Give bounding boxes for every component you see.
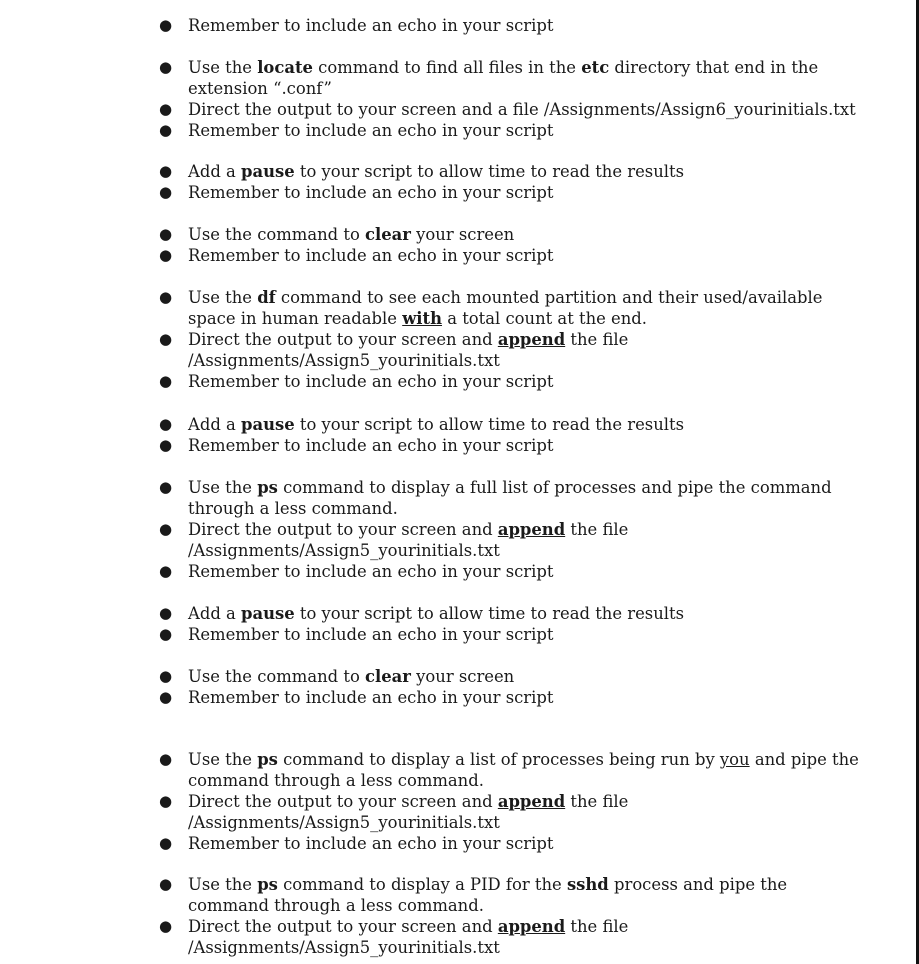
text-run: your screen [410,225,515,244]
text-run: Remember to include an echo in your script [188,246,554,265]
text-line [188,78,828,99]
bullet-icon: ● [159,604,173,622]
text-run: the file [565,330,629,349]
text-run: Use the [188,750,258,769]
text-line [188,833,828,854]
text-run: to your script to allow time to read the results [294,604,685,623]
list-item [0,287,828,329]
bullet-icon: ● [159,183,173,201]
text-run: process and pipe the [608,875,788,894]
text-run: through a less command. [188,499,398,518]
bullet-icon: ● [159,688,173,706]
text-line [188,287,828,308]
text-run: command through a less command. [188,896,484,915]
bold-term: sshd [566,875,609,894]
text-run: you [719,750,750,769]
bullet-group [0,666,828,708]
text-run: Direct the output to your screen and [188,330,498,349]
text-line [188,519,828,540]
bold-term: append [497,330,566,349]
text-run: the file [565,792,629,811]
text-run: extension “.conf” [188,79,332,98]
bullet-group [0,749,859,854]
bold-term: pause [241,415,295,434]
text-line [188,812,828,833]
bullet-icon: ● [159,792,173,810]
list-item [0,329,828,371]
text-line [188,895,828,916]
bullet-icon: ● [159,330,173,348]
bullet-group [0,57,856,141]
bullet-icon: ● [159,16,173,34]
list-item [0,561,828,582]
bold-term: clear [365,667,411,686]
text-line [188,916,828,937]
list-item [0,624,828,645]
text-line [188,791,828,812]
bullet-icon: ● [159,58,173,76]
bold-term: append [497,792,566,811]
list-item [0,99,856,120]
text-run: Use the command to [188,225,366,244]
bullet-group [0,874,828,958]
bullet-icon: ● [159,750,173,768]
bullet-group [0,477,832,582]
list-item [0,791,828,833]
list-item [0,666,828,687]
text-run: Direct the output to your screen and a file /Assignments/Assign6_yourinitials.txt [188,100,856,119]
text-run: command to see each mounted partition and their used/available [275,288,823,307]
bold-term: ps [257,750,278,769]
bullet-icon: ● [159,100,173,118]
text-line [188,624,828,645]
text-run: Remember to include an echo in your script [188,183,554,202]
list-item [0,916,828,958]
text-run: command to find all files in the [312,58,582,77]
text-run: /Assignments/Assign5_yourinitials.txt [188,938,500,957]
text-line [188,15,828,36]
text-line [188,329,828,350]
bold-term: df [257,288,276,307]
text-run: Direct the output to your screen and [188,792,498,811]
list-item [0,749,859,791]
list-item [0,57,828,99]
text-run: command through a less command. [188,771,484,790]
text-run: command to display a full list of processes and pipe the command [277,478,832,497]
list-item [0,603,828,624]
bullet-icon: ● [159,562,173,580]
bold-term: with [402,309,443,328]
text-line [188,182,828,203]
bullet-icon: ● [159,436,173,454]
text-line [188,435,828,456]
text-run: Remember to include an echo in your script [188,625,554,644]
text-line [188,603,828,624]
text-run: Remember to include an echo in your script [188,372,554,391]
text-line [188,540,828,561]
bold-term: pause [241,162,295,181]
text-line [188,57,828,78]
bold-term: locate [257,58,313,77]
list-item [0,182,828,203]
bullet-icon: ● [159,225,173,243]
bold-term: ps [257,478,278,497]
text-line [188,120,828,141]
list-item [0,15,828,36]
text-line [188,99,856,120]
text-line [188,161,828,182]
bullet-icon: ● [159,917,173,935]
text-run: Remember to include an echo in your script [188,834,554,853]
text-line [188,350,828,371]
text-run: Use the [188,288,258,307]
bullet-icon: ● [159,520,173,538]
bold-term: append [497,917,566,936]
list-item [0,245,828,266]
text-line [188,245,828,266]
bold-term: clear [365,225,411,244]
text-run: Use the [188,875,258,894]
bullet-icon: ● [159,415,173,433]
text-run: command to display a PID for the [277,875,567,894]
text-run: Add a [188,162,242,181]
text-run: /Assignments/Assign5_yourinitials.txt [188,351,500,370]
bullet-icon: ● [159,162,173,180]
bullet-icon: ● [159,372,173,390]
bullet-icon: ● [159,834,173,852]
list-item [0,414,828,435]
text-run: command to display a list of processes being run by [277,750,720,769]
list-item [0,120,828,141]
text-line [188,937,828,958]
bullet-group [0,224,828,266]
text-run: Use the [188,478,258,497]
text-line [188,371,828,392]
text-line [188,749,859,770]
text-run: Use the command to [188,667,366,686]
list-item [0,435,828,456]
bold-term: append [497,520,566,539]
text-run: directory that end in the [609,58,819,77]
text-line [188,874,828,895]
text-run: Add a [188,604,242,623]
text-run: /Assignments/Assign5_yourinitials.txt [188,541,500,560]
bullet-group [0,161,828,203]
text-run: Remember to include an echo in your script [188,16,554,35]
bullet-icon: ● [159,246,173,264]
text-run: Direct the output to your screen and [188,917,498,936]
text-run: Remember to include an echo in your script [188,121,554,140]
text-line [188,770,828,791]
list-item [0,833,828,854]
bullet-icon: ● [159,478,173,496]
text-line [188,477,832,498]
text-line [188,414,828,435]
bold-term: ps [257,875,278,894]
text-run: Add a [188,415,242,434]
bullet-icon: ● [159,288,173,306]
text-run: Direct the output to your screen and [188,520,498,539]
list-item [0,687,828,708]
list-item [0,224,828,245]
bullet-icon: ● [159,875,173,893]
text-run: /Assignments/Assign5_yourinitials.txt [188,813,500,832]
text-line [188,666,828,687]
text-run: space in human readable [188,309,403,328]
text-line [188,561,828,582]
text-line [188,687,828,708]
list-item [0,519,828,561]
list-item [0,161,828,182]
bullet-icon: ● [159,121,173,139]
bullet-icon: ● [159,625,173,643]
text-run: to your script to allow time to read the results [294,162,685,181]
bullet-icon: ● [159,667,173,685]
list-item [0,371,828,392]
list-item [0,874,828,916]
text-line [188,224,828,245]
text-run: your screen [410,667,515,686]
text-run: Remember to include an echo in your script [188,436,554,455]
text-run: and pipe the [749,750,859,769]
text-run: Use the [188,58,258,77]
text-run: Remember to include an echo in your script [188,562,554,581]
text-run: to your script to allow time to read the results [294,415,685,434]
bullet-group [0,15,828,36]
text-run: the file [565,917,629,936]
text-line [188,498,828,519]
bullet-group [0,603,828,645]
text-line [188,308,828,329]
list-item [0,477,832,519]
text-run: the file [565,520,629,539]
bullet-group [0,414,828,456]
bold-term: etc [581,58,610,77]
bold-term: pause [241,604,295,623]
text-run: a total count at the end. [442,309,648,328]
bullet-group [0,287,828,392]
text-run: Remember to include an echo in your script [188,688,554,707]
